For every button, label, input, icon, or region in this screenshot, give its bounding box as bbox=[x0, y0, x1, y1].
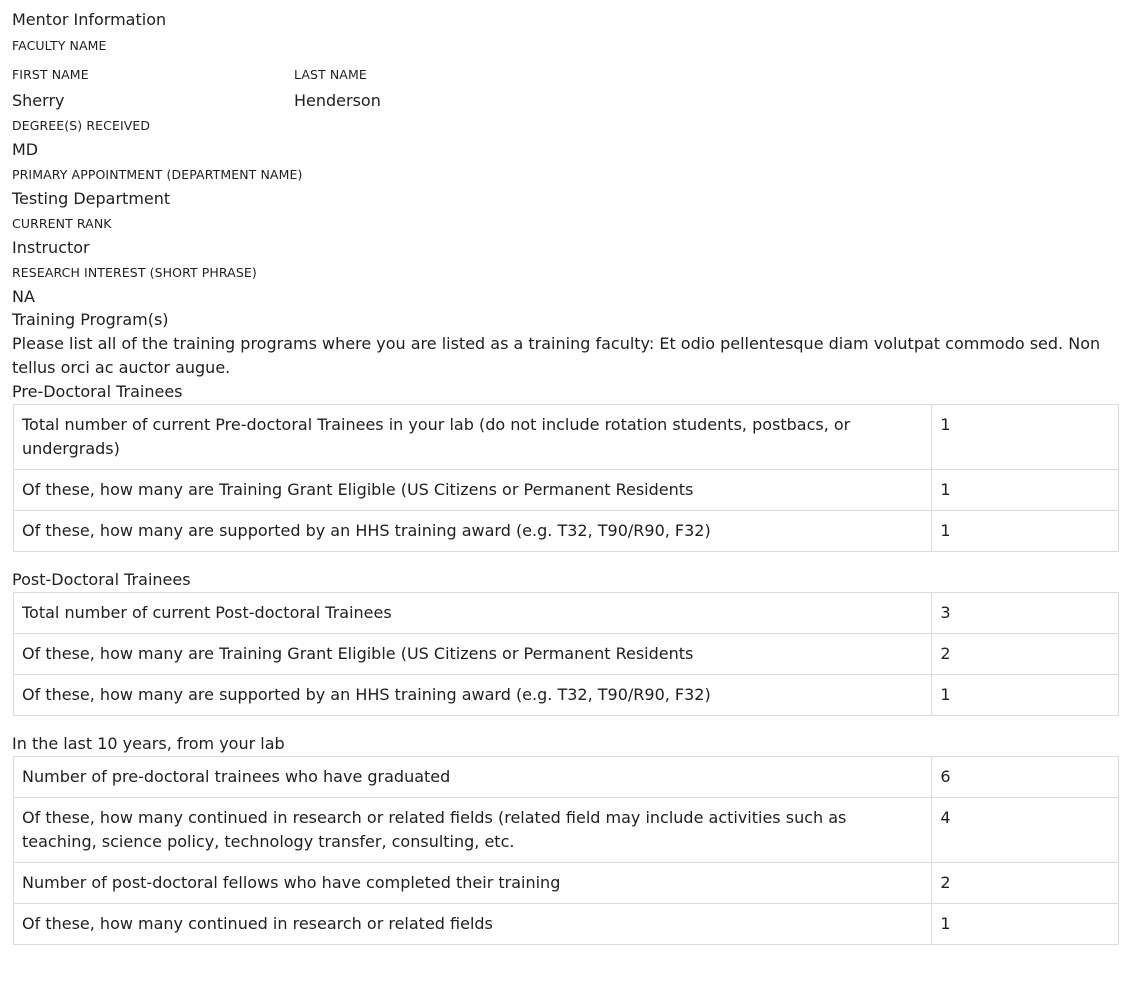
first-name-value: Sherry bbox=[12, 91, 65, 110]
question-cell: Of these, how many are supported by an HHS training award (e.g. T32, T90/R90, F32) bbox=[14, 675, 932, 716]
name-row bbox=[12, 55, 1119, 112]
training-title: Training Program(s) bbox=[12, 310, 169, 329]
question-cell: Number of pre-doctoral trainees who have graduated bbox=[14, 757, 932, 798]
degree-value: MD bbox=[12, 140, 39, 159]
postdoc-title: Post-Doctoral Trainees bbox=[12, 570, 191, 589]
page-title: Mentor Information bbox=[12, 10, 167, 29]
value-cell: 1 bbox=[932, 675, 1119, 716]
value-cell: 1 bbox=[932, 904, 1119, 945]
table-row bbox=[14, 798, 1119, 863]
first-name-group bbox=[12, 55, 294, 112]
question-cell: Of these, how many are supported by an HHS training award (e.g. T32, T90/R90, F32) bbox=[14, 511, 932, 552]
research-value: NA bbox=[12, 287, 35, 306]
value-cell: 2 bbox=[932, 634, 1119, 675]
question-cell: Of these, how many continued in research or related fields (related field may include activities such as teaching, science policy, technology transfer, consulting, etc. bbox=[14, 798, 932, 863]
question-cell: Of these, how many are Training Grant Eligible (US Citizens or Permanent Residents bbox=[14, 634, 932, 675]
question-cell: Total number of current Post-doctoral Trainees bbox=[14, 593, 932, 634]
history-table bbox=[13, 756, 1119, 945]
value-cell: 3 bbox=[932, 593, 1119, 634]
table-row bbox=[14, 511, 1119, 552]
appointment-label: PRIMARY APPOINTMENT (DEPARTMENT NAME) bbox=[12, 167, 303, 182]
table-row bbox=[14, 470, 1119, 511]
first-name-label: FIRST NAME bbox=[12, 67, 89, 82]
faculty-name-label: FACULTY NAME bbox=[12, 38, 107, 53]
appointment-value: Testing Department bbox=[12, 189, 171, 208]
value-cell: 1 bbox=[932, 405, 1119, 470]
table-row bbox=[14, 634, 1119, 675]
question-cell: Of these, how many continued in research or related fields bbox=[14, 904, 932, 945]
predoc-title: Pre-Doctoral Trainees bbox=[12, 382, 183, 401]
value-cell: 2 bbox=[932, 863, 1119, 904]
table-row bbox=[14, 757, 1119, 798]
training-description: Please list all of the training programs where you are listed as a training faculty: Et odio pellentesque diam volutpat commodo sed. Non tellus orci ac auctor augue. bbox=[12, 334, 1101, 377]
table-row bbox=[14, 593, 1119, 634]
postdoc-table bbox=[13, 592, 1119, 716]
value-cell: 1 bbox=[932, 470, 1119, 511]
table-row bbox=[14, 863, 1119, 904]
value-cell: 6 bbox=[932, 757, 1119, 798]
value-cell: 1 bbox=[932, 511, 1119, 552]
rank-value: Instructor bbox=[12, 238, 90, 257]
history-title: In the last 10 years, from your lab bbox=[12, 734, 285, 753]
question-cell: Number of post-doctoral fellows who have completed their training bbox=[14, 863, 932, 904]
table-row bbox=[14, 675, 1119, 716]
last-name-value: Henderson bbox=[294, 91, 381, 110]
question-cell: Total number of current Pre-doctoral Trainees in your lab (do not include rotation students, postbacs, or undergrads) bbox=[14, 405, 932, 470]
rank-label: CURRENT RANK bbox=[12, 216, 112, 231]
value-cell: 4 bbox=[932, 798, 1119, 863]
research-label: RESEARCH INTEREST (SHORT PHRASE) bbox=[12, 265, 257, 280]
last-name-group bbox=[294, 55, 576, 112]
table-row bbox=[14, 405, 1119, 470]
question-cell: Of these, how many are Training Grant Eligible (US Citizens or Permanent Residents bbox=[14, 470, 932, 511]
degree-label: DEGREE(S) RECEIVED bbox=[12, 118, 151, 133]
last-name-label: LAST NAME bbox=[294, 67, 367, 82]
table-row bbox=[14, 904, 1119, 945]
predoc-table bbox=[13, 404, 1119, 552]
